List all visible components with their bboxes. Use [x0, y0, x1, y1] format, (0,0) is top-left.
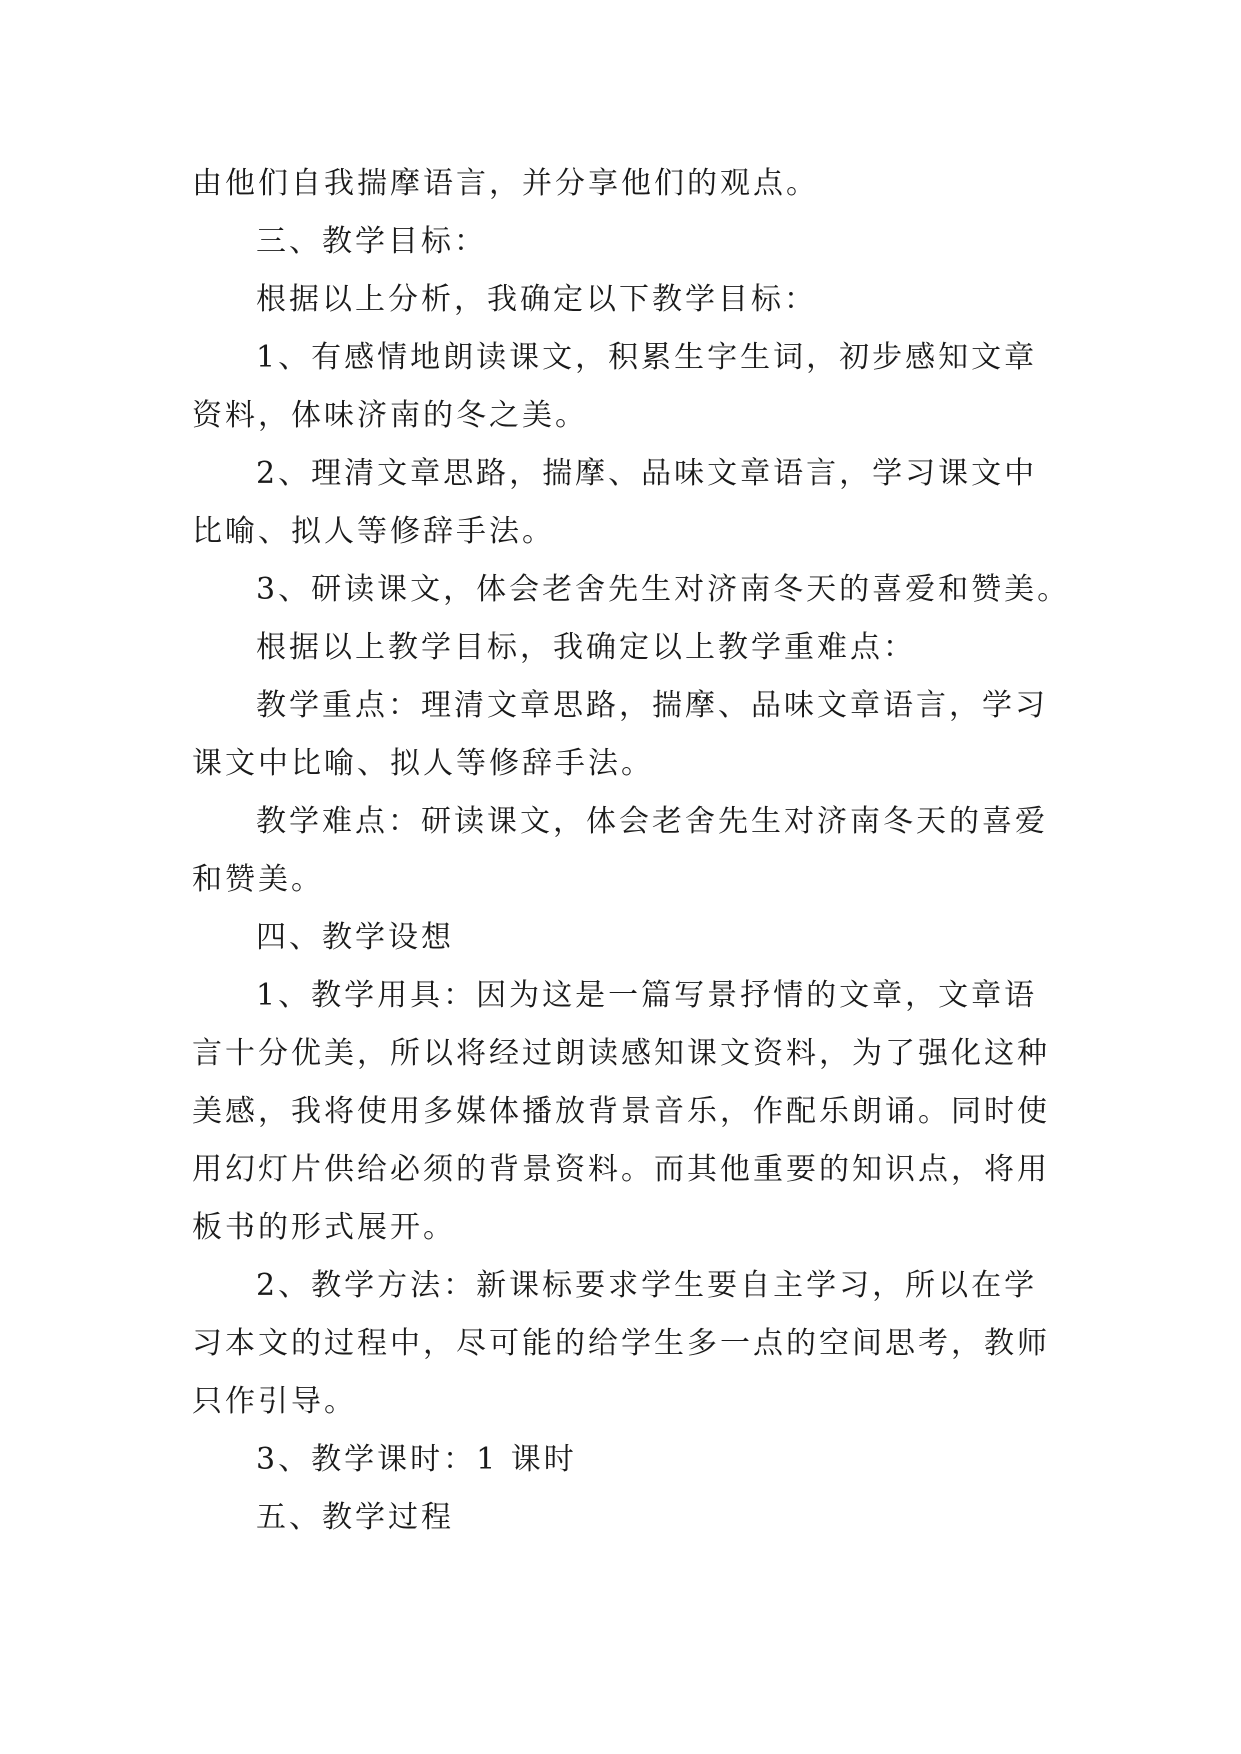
- list-item-hours: 3、教学课时：1 课时: [256, 1442, 577, 1477]
- paragraph-line: 美感，我将使用多媒体播放背景音乐，作配乐朗诵。同时使: [192, 1094, 1050, 1129]
- paragraph-line: 板书的形式展开。: [192, 1210, 456, 1245]
- section-heading-objectives: 三、教学目标：: [256, 224, 487, 259]
- paragraph-line: 根据以上教学目标，我确定以上教学重难点：: [256, 630, 916, 665]
- paragraph-line: 习本文的过程中，尽可能的给学生多一点的空间思考，教师: [192, 1326, 1050, 1361]
- paragraph-line: 课文中比喻、拟人等修辞手法。: [192, 746, 654, 781]
- difficult-point-paragraph: 教学难点：研读课文，体会老舍先生对济南冬天的喜爱: [256, 804, 1048, 839]
- paragraph-line: 只作引导。: [192, 1384, 357, 1419]
- paragraph-line: 和赞美。: [192, 862, 324, 897]
- paragraph-line: 用幻灯片供给必须的背景资料。而其他重要的知识点，将用: [192, 1152, 1050, 1187]
- paragraph-line: 由他们自我揣摩语言，并分享他们的观点。: [192, 166, 819, 201]
- list-item-methods: 2、教学方法：新课标要求学生要自主学习，所以在学: [256, 1268, 1038, 1303]
- paragraph-line: 根据以上分析，我确定以下教学目标：: [256, 282, 817, 317]
- list-item-objective-3: 3、研读课文，体会老舍先生对济南冬天的喜爱和赞美。: [256, 572, 1071, 607]
- paragraph-line: 比喻、拟人等修辞手法。: [192, 514, 555, 549]
- section-heading-design: 四、教学设想: [256, 920, 454, 955]
- paragraph-line: 言十分优美，所以将经过朗读感知课文资料，为了强化这种: [192, 1036, 1050, 1071]
- document-body: [192, 158, 1071, 1550]
- list-item-tools: 1、教学用具：因为这是一篇写景抒情的文章，文章语: [256, 978, 1038, 1013]
- section-heading-process: 五、教学过程: [256, 1500, 454, 1535]
- list-item-objective-2: 2、理清文章思路，揣摩、品味文章语言，学习课文中: [256, 456, 1038, 491]
- paragraph-line: 资料，体味济南的冬之美。: [192, 398, 588, 433]
- list-item-objective-1: 1、有感情地朗读课文，积累生字生词，初步感知文章: [256, 340, 1038, 375]
- key-point-paragraph: 教学重点：理清文章思路，揣摩、品味文章语言，学习: [256, 688, 1048, 723]
